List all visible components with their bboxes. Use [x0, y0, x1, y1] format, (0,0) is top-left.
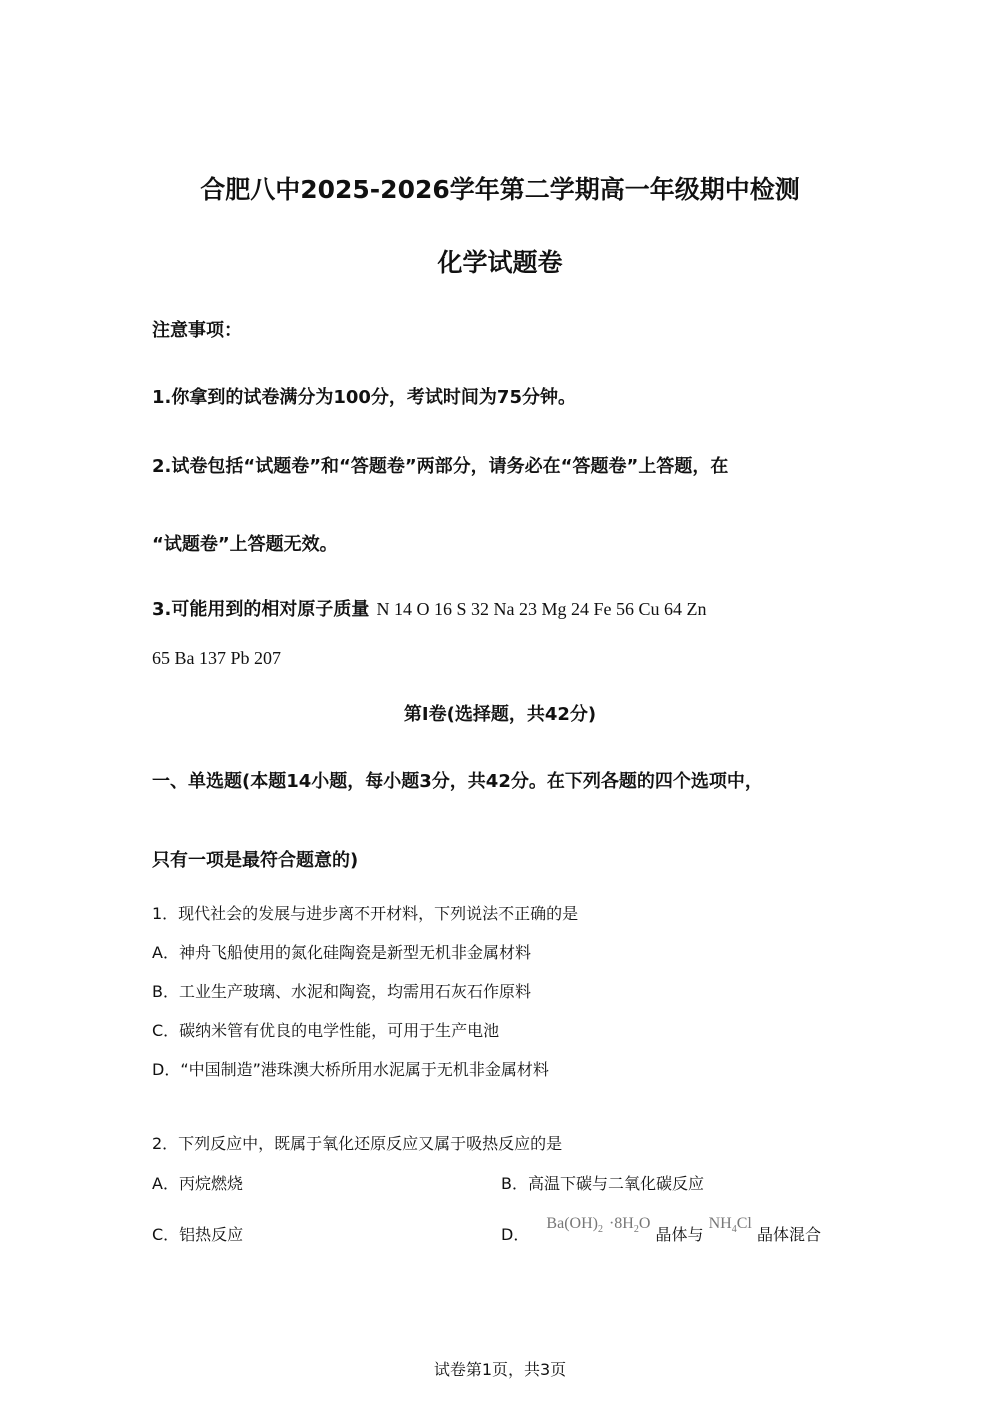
formula-ammonium-chloride: $NH_4Cl$: [708, 1215, 752, 1236]
option-b: B．高温下碳与二氧化碳反应: [501, 1174, 704, 1193]
page-footer: 试卷第1页，共3页: [433, 1360, 567, 1379]
option-d: D．“中国制造”港珠澳大桥所用水泥属于无机非金属材料: [152, 1060, 549, 1079]
formula-barium-hydroxide: $Ba(OH)_2 \cdot 8H_2O$: [546, 1215, 651, 1236]
notes-heading: 注意事项：: [152, 320, 242, 341]
option-a: A．神舟飞船使用的氮化硅陶瓷是新型无机非金属材料: [152, 943, 531, 962]
option-d-text1: 晶体与: [655, 1225, 704, 1244]
question-stem: 2．下列反应中，既属于氧化还原反应又属于吸热反应的是: [152, 1134, 563, 1153]
notes-item-2-line2: “试题卷”上答题无效。: [152, 534, 338, 555]
notes-item-3: [152, 595, 706, 621]
option-c: C．铝热反应: [152, 1225, 244, 1244]
page-subtitle: 化学试题卷: [437, 248, 563, 277]
notes-item-3-prefix: 3.可能用到的相对原子质量: [152, 599, 370, 620]
option-d-label: D．: [501, 1225, 530, 1244]
option-c: C．碳纳米管有优良的电学性能，可用于生产电池: [152, 1021, 500, 1040]
option-a: A．丙烷燃烧: [152, 1174, 243, 1193]
notes-item-1: 1.你拿到的试卷满分为100分，考试时间为75分钟。: [152, 387, 576, 408]
section-heading-line1: 一、单选题(本题14小题，每小题3分，共42分。在下列各题的四个选项中，: [152, 771, 763, 792]
atomic-masses-line1: N 14 O 16 S 32 Na 23 Mg 24 Fe 56 Cu 64 Zn: [376, 599, 707, 619]
notes-item-2-line1: 2.试卷包括“试题卷”和“答题卷”两部分，请务必在“答题卷”上答题，在: [152, 456, 729, 477]
question-stem: 1．现代社会的发展与进步离不开材料，下列说法不正确的是: [152, 904, 579, 923]
option-b: B．工业生产玻璃、水泥和陶瓷，均需用石灰石作原料: [152, 982, 531, 1001]
option-d-text2: 晶体混合: [756, 1225, 821, 1244]
option-d: [501, 1210, 821, 1244]
part-title: 第Ⅰ卷(选择题，共42分): [403, 704, 597, 725]
page-title: 合肥八中2025-2026学年第二学期高一年级期中检测: [200, 175, 800, 204]
section-heading-line2: 只有一项是最符合题意的): [152, 850, 359, 871]
atomic-masses-line2: 65 Ba 137 Pb 207: [152, 648, 282, 668]
